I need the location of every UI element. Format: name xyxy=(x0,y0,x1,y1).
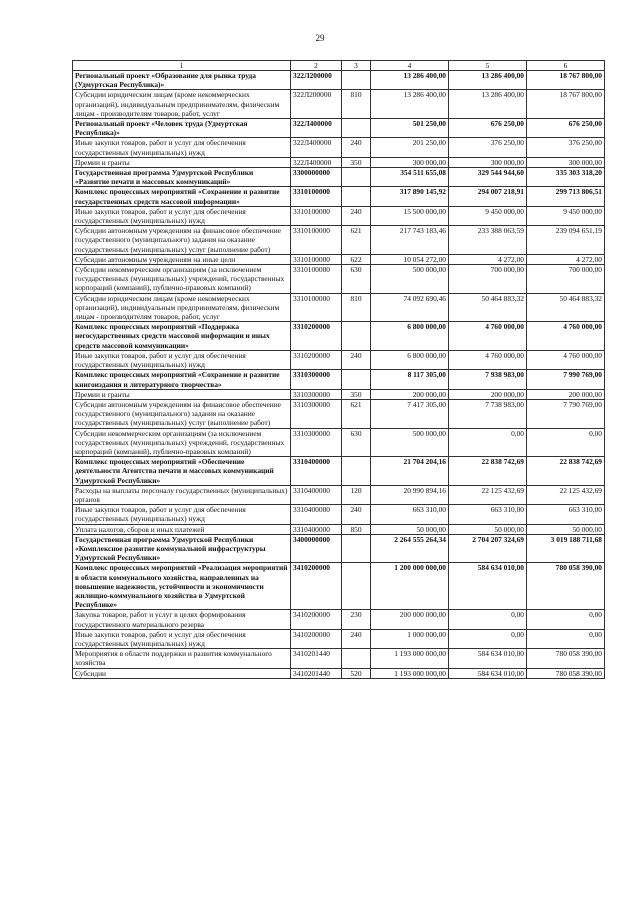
row-name-cell: Закупка товаров, работ и услуг в целях формирования государственного материального резерва xyxy=(73,610,291,629)
row-value-3-cell: 663 310,00 xyxy=(527,505,605,524)
row-type-cell: 120 xyxy=(342,485,371,504)
row-value-2-cell: 4 760 000,00 xyxy=(449,350,527,369)
row-type-cell xyxy=(342,563,371,610)
budget-table-wrapper xyxy=(72,60,604,679)
row-value-3-cell: 700 000,00 xyxy=(527,265,605,294)
column-header: 4 xyxy=(371,61,449,71)
row-value-1-cell: 201 250,00 xyxy=(371,138,449,157)
column-header: 6 xyxy=(527,61,605,71)
row-value-1-cell: 2 264 555 264,34 xyxy=(371,534,449,563)
row-value-1-cell: 10 054 272,00 xyxy=(371,254,449,264)
row-value-3-cell: 18 767 800,00 xyxy=(527,90,605,119)
row-name-cell: Мероприятия в области поддержки и развития коммунального хозяйства xyxy=(73,649,291,668)
row-code-cell: 3410200000 xyxy=(291,629,342,648)
row-value-3-cell: 780 058 390,00 xyxy=(527,563,605,610)
row-value-2-cell: 0,00 xyxy=(449,629,527,648)
row-code-cell: 322Л400000 xyxy=(291,119,342,138)
table-row xyxy=(73,389,605,399)
row-value-2-cell: 584 634 010,00 xyxy=(449,668,527,678)
row-type-cell: 850 xyxy=(342,524,371,534)
table-row xyxy=(73,293,605,322)
row-type-cell: 622 xyxy=(342,254,371,264)
row-name-cell: Иные закупки товаров, работ и услуг для обеспечения государственных (муниципальных) нужд xyxy=(73,138,291,157)
row-type-cell xyxy=(342,119,371,138)
column-header: 5 xyxy=(449,61,527,71)
row-type-cell xyxy=(342,322,371,351)
row-value-3-cell: 780 058 390,00 xyxy=(527,649,605,668)
table-row xyxy=(73,322,605,351)
row-value-2-cell: 50 000,00 xyxy=(449,524,527,534)
row-name-cell: Комплекс процессных мероприятий «Сохранение и развитие государственных средств массовой информации» xyxy=(73,187,291,206)
row-name-cell: Иные закупки товаров, работ и услуг для обеспечения государственных (муниципальных) нужд xyxy=(73,629,291,648)
row-value-2-cell: 22 125 432,69 xyxy=(449,485,527,504)
row-name-cell: Иные закупки товаров, работ и услуг для обеспечения государственных (муниципальных) нужд xyxy=(73,350,291,369)
row-value-1-cell: 15 500 000,00 xyxy=(371,206,449,225)
row-type-cell: 240 xyxy=(342,505,371,524)
row-name-cell: Субсидии автономным учреждениям на финансовое обеспечение государственного (муниципального) задания на оказание государственных (муниципальных) услуг (выполнение работ) xyxy=(73,399,291,428)
row-type-cell: 621 xyxy=(342,226,371,255)
row-value-3-cell: 376 250,00 xyxy=(527,138,605,157)
budget-table xyxy=(72,60,605,679)
row-name-cell: Субсидии автономным учреждениям на иные цели xyxy=(73,254,291,264)
column-header: 1 xyxy=(73,61,291,71)
table-row xyxy=(73,534,605,563)
row-value-2-cell: 2 704 207 324,69 xyxy=(449,534,527,563)
table-row xyxy=(73,457,605,486)
row-type-cell xyxy=(342,370,371,389)
table-row xyxy=(73,206,605,225)
row-value-3-cell: 200 000,00 xyxy=(527,389,605,399)
row-value-1-cell: 317 890 145,92 xyxy=(371,187,449,206)
row-type-cell xyxy=(342,457,371,486)
row-value-1-cell: 74 092 690,46 xyxy=(371,293,449,322)
table-row xyxy=(73,90,605,119)
row-value-2-cell: 700 000,00 xyxy=(449,265,527,294)
row-value-3-cell: 0,00 xyxy=(527,629,605,648)
row-code-cell: 322Л200000 xyxy=(291,90,342,119)
table-row xyxy=(73,505,605,524)
row-name-cell: Субсидии некоммерческим организациям (за исключением государственных (муниципальных) учреждений, государственных корпораций (компаний), публично-правовых компаний) xyxy=(73,428,291,457)
row-name-cell: Иные закупки товаров, работ и услуг для обеспечения государственных (муниципальных) нужд xyxy=(73,206,291,225)
row-value-1-cell: 200 000,00 xyxy=(371,389,449,399)
row-value-1-cell: 663 310,00 xyxy=(371,505,449,524)
row-type-cell: 810 xyxy=(342,90,371,119)
row-type-cell xyxy=(342,534,371,563)
table-row xyxy=(73,226,605,255)
row-value-1-cell: 7 417 305,00 xyxy=(371,399,449,428)
table-row xyxy=(73,668,605,678)
row-value-1-cell: 50 000,00 xyxy=(371,524,449,534)
row-code-cell: 3310100000 xyxy=(291,206,342,225)
row-value-3-cell: 9 450 000,00 xyxy=(527,206,605,225)
row-value-2-cell: 7 938 983,00 xyxy=(449,370,527,389)
row-value-1-cell: 500 000,00 xyxy=(371,265,449,294)
row-code-cell: 3310300000 xyxy=(291,399,342,428)
row-value-2-cell: 663 310,00 xyxy=(449,505,527,524)
row-type-cell: 630 xyxy=(342,265,371,294)
row-value-2-cell: 676 250,00 xyxy=(449,119,527,138)
table-row xyxy=(73,187,605,206)
row-value-2-cell: 300 000,00 xyxy=(449,157,527,167)
row-value-3-cell: 676 250,00 xyxy=(527,119,605,138)
row-code-cell: 3310400000 xyxy=(291,457,342,486)
row-name-cell: Иные закупки товаров, работ и услуг для обеспечения государственных (муниципальных) нужд xyxy=(73,505,291,524)
row-type-cell: 240 xyxy=(342,206,371,225)
row-code-cell: 3410201440 xyxy=(291,649,342,668)
row-value-3-cell: 50 464 883,32 xyxy=(527,293,605,322)
row-code-cell: 3310400000 xyxy=(291,485,342,504)
table-row xyxy=(73,399,605,428)
row-type-cell: 630 xyxy=(342,428,371,457)
row-value-2-cell: 7 738 983,00 xyxy=(449,399,527,428)
row-value-2-cell: 294 007 218,91 xyxy=(449,187,527,206)
table-row xyxy=(73,119,605,138)
row-code-cell: 3310100000 xyxy=(291,187,342,206)
row-name-cell: Расходы на выплаты персоналу государственных (муниципальных) органов xyxy=(73,485,291,504)
table-row xyxy=(73,350,605,369)
table-row xyxy=(73,610,605,629)
row-value-2-cell: 9 450 000,00 xyxy=(449,206,527,225)
row-value-3-cell: 300 000,00 xyxy=(527,157,605,167)
row-value-1-cell: 6 800 000,00 xyxy=(371,322,449,351)
row-value-2-cell: 13 286 400,00 xyxy=(449,90,527,119)
table-row xyxy=(73,254,605,264)
row-name-cell: Премии и гранты xyxy=(73,157,291,167)
row-value-2-cell: 0,00 xyxy=(449,428,527,457)
row-value-1-cell: 8 117 305,00 xyxy=(371,370,449,389)
row-value-1-cell: 300 000,00 xyxy=(371,157,449,167)
row-code-cell: 3310100000 xyxy=(291,293,342,322)
row-code-cell: 3400000000 xyxy=(291,534,342,563)
row-name-cell: Государственная программа Удмуртской Республики «Развитие печати и массовых коммуникаций» xyxy=(73,168,291,187)
table-row xyxy=(73,485,605,504)
table-row xyxy=(73,629,605,648)
row-value-1-cell: 6 800 000,00 xyxy=(371,350,449,369)
row-value-1-cell: 501 250,00 xyxy=(371,119,449,138)
row-type-cell: 240 xyxy=(342,138,371,157)
row-code-cell: 3310200000 xyxy=(291,322,342,351)
table-row xyxy=(73,157,605,167)
row-type-cell xyxy=(342,71,371,90)
row-code-cell: 3310300000 xyxy=(291,389,342,399)
row-name-cell: Региональный проект «Человек труда (Удмуртская Республика)» xyxy=(73,119,291,138)
row-value-1-cell: 13 286 400,00 xyxy=(371,71,449,90)
row-value-1-cell: 354 511 655,08 xyxy=(371,168,449,187)
row-code-cell: 3310100000 xyxy=(291,254,342,264)
row-code-cell: 322Л400000 xyxy=(291,138,342,157)
row-value-1-cell: 217 743 183,46 xyxy=(371,226,449,255)
page-number: 29 xyxy=(315,33,325,43)
table-row xyxy=(73,71,605,90)
table-body xyxy=(73,71,605,679)
row-value-2-cell: 4 272,00 xyxy=(449,254,527,264)
table-row xyxy=(73,138,605,157)
row-value-3-cell: 7 790 769,00 xyxy=(527,399,605,428)
row-type-cell: 520 xyxy=(342,668,371,678)
row-value-1-cell: 1 193 000 000,00 xyxy=(371,668,449,678)
row-value-1-cell: 1 200 000 000,00 xyxy=(371,563,449,610)
table-row xyxy=(73,428,605,457)
column-header: 3 xyxy=(342,61,371,71)
row-code-cell: 3310300000 xyxy=(291,428,342,457)
row-name-cell: Уплата налогов, сборов и иных платежей xyxy=(73,524,291,534)
row-value-1-cell: 21 704 204,16 xyxy=(371,457,449,486)
row-value-3-cell: 4 760 000,00 xyxy=(527,322,605,351)
row-code-cell: 3310200000 xyxy=(291,350,342,369)
row-code-cell: 3310400000 xyxy=(291,505,342,524)
table-row xyxy=(73,265,605,294)
row-code-cell: 3410201440 xyxy=(291,668,342,678)
row-value-3-cell: 780 058 390,00 xyxy=(527,668,605,678)
row-value-2-cell: 329 544 944,60 xyxy=(449,168,527,187)
row-name-cell: Региональный проект «Образование для рынка труда (Удмуртская Республика)» xyxy=(73,71,291,90)
row-value-2-cell: 233 388 063,59 xyxy=(449,226,527,255)
row-value-2-cell: 4 760 000,00 xyxy=(449,322,527,351)
table-row xyxy=(73,649,605,668)
row-value-1-cell: 13 286 400,00 xyxy=(371,90,449,119)
row-code-cell: 3300000000 xyxy=(291,168,342,187)
table-row xyxy=(73,563,605,610)
row-name-cell: Субсидии xyxy=(73,668,291,678)
column-header: 2 xyxy=(291,61,342,71)
row-value-3-cell: 50 000,00 xyxy=(527,524,605,534)
row-name-cell: Премии и гранты xyxy=(73,389,291,399)
row-code-cell: 3310100000 xyxy=(291,226,342,255)
row-value-2-cell: 22 838 742,69 xyxy=(449,457,527,486)
row-value-3-cell: 3 019 188 711,68 xyxy=(527,534,605,563)
row-value-2-cell: 0,00 xyxy=(449,610,527,629)
table-row xyxy=(73,168,605,187)
row-code-cell: 3310100000 xyxy=(291,265,342,294)
row-value-1-cell: 200 000 000,00 xyxy=(371,610,449,629)
row-code-cell: 3410200000 xyxy=(291,610,342,629)
row-type-cell: 621 xyxy=(342,399,371,428)
row-value-2-cell: 13 286 400,00 xyxy=(449,71,527,90)
row-value-3-cell: 0,00 xyxy=(527,610,605,629)
row-code-cell: 322Л200000 xyxy=(291,71,342,90)
row-name-cell: Субсидии юридическим лицам (кроме некоммерческих организаций), индивидуальным предпринимателям, физическим лицам - производителям товаров, работ, услуг xyxy=(73,293,291,322)
row-name-cell: Комплекс процессных мероприятий «Сохранение и развитие книгоиздания и литературного творчества» xyxy=(73,370,291,389)
row-type-cell: 240 xyxy=(342,350,371,369)
row-value-3-cell: 18 767 800,00 xyxy=(527,71,605,90)
row-value-2-cell: 584 634 010,00 xyxy=(449,649,527,668)
row-code-cell: 3310400000 xyxy=(291,524,342,534)
row-name-cell: Субсидии автономным учреждениям на финансовое обеспечение государственного (муниципального) задания на оказание государственных (муниципальных) услуг (выполнение работ) xyxy=(73,226,291,255)
row-code-cell: 3410200000 xyxy=(291,563,342,610)
row-value-3-cell: 22 838 742,69 xyxy=(527,457,605,486)
table-row xyxy=(73,370,605,389)
row-name-cell: Комплекс процессных мероприятий «Обеспечение деятельности Агентства печати и массовых коммуникаций Удмуртской Республики» xyxy=(73,457,291,486)
row-name-cell: Комплекс процессных мероприятий «Реализация мероприятий в области коммунального хозяйства, направленных на повышение надежности, устойчивости и экономичности жилищно-коммунального хозяйства в Удмуртской Республике» xyxy=(73,563,291,610)
row-value-3-cell: 4 760 000,00 xyxy=(527,350,605,369)
row-value-3-cell: 7 990 769,00 xyxy=(527,370,605,389)
row-value-3-cell: 335 303 318,20 xyxy=(527,168,605,187)
row-type-cell: 350 xyxy=(342,389,371,399)
header-row xyxy=(73,61,605,71)
row-value-1-cell: 500 000,00 xyxy=(371,428,449,457)
row-code-cell: 3310300000 xyxy=(291,370,342,389)
row-value-3-cell: 239 094 651,19 xyxy=(527,226,605,255)
row-value-3-cell: 299 713 806,51 xyxy=(527,187,605,206)
row-name-cell: Субсидии юридическим лицам (кроме некоммерческих организаций), индивидуальным предпринимателям, физическим лицам - производителям товаров, работ, услуг xyxy=(73,90,291,119)
row-type-cell: 230 xyxy=(342,610,371,629)
row-value-3-cell: 22 125 432,69 xyxy=(527,485,605,504)
row-type-cell xyxy=(342,168,371,187)
row-name-cell: Комплекс процессных мероприятий «Поддержка негосударственных средств массовой информации и иных средств массовой коммуникации» xyxy=(73,322,291,351)
table-row xyxy=(73,524,605,534)
row-value-1-cell: 1 193 000 000,00 xyxy=(371,649,449,668)
row-value-2-cell: 376 250,00 xyxy=(449,138,527,157)
row-value-1-cell: 1 000 000,00 xyxy=(371,629,449,648)
row-value-2-cell: 584 634 010,00 xyxy=(449,563,527,610)
row-value-3-cell: 0,00 xyxy=(527,428,605,457)
row-type-cell: 350 xyxy=(342,157,371,167)
row-value-2-cell: 50 464 883,32 xyxy=(449,293,527,322)
row-type-cell: 240 xyxy=(342,629,371,648)
row-type-cell xyxy=(342,187,371,206)
row-value-2-cell: 200 000,00 xyxy=(449,389,527,399)
row-name-cell: Государственная программа Удмуртской Республики «Комплексное развитие коммунальной инфраструктуры Удмуртской Республики» xyxy=(73,534,291,563)
row-type-cell xyxy=(342,649,371,668)
row-name-cell: Субсидии некоммерческим организациям (за исключением государственных (муниципальных) учреждений, государственных корпораций (компаний), публично-правовых компаний) xyxy=(73,265,291,294)
row-value-1-cell: 20 990 894,16 xyxy=(371,485,449,504)
row-value-3-cell: 4 272,00 xyxy=(527,254,605,264)
row-code-cell: 322Л400000 xyxy=(291,157,342,167)
row-type-cell: 810 xyxy=(342,293,371,322)
